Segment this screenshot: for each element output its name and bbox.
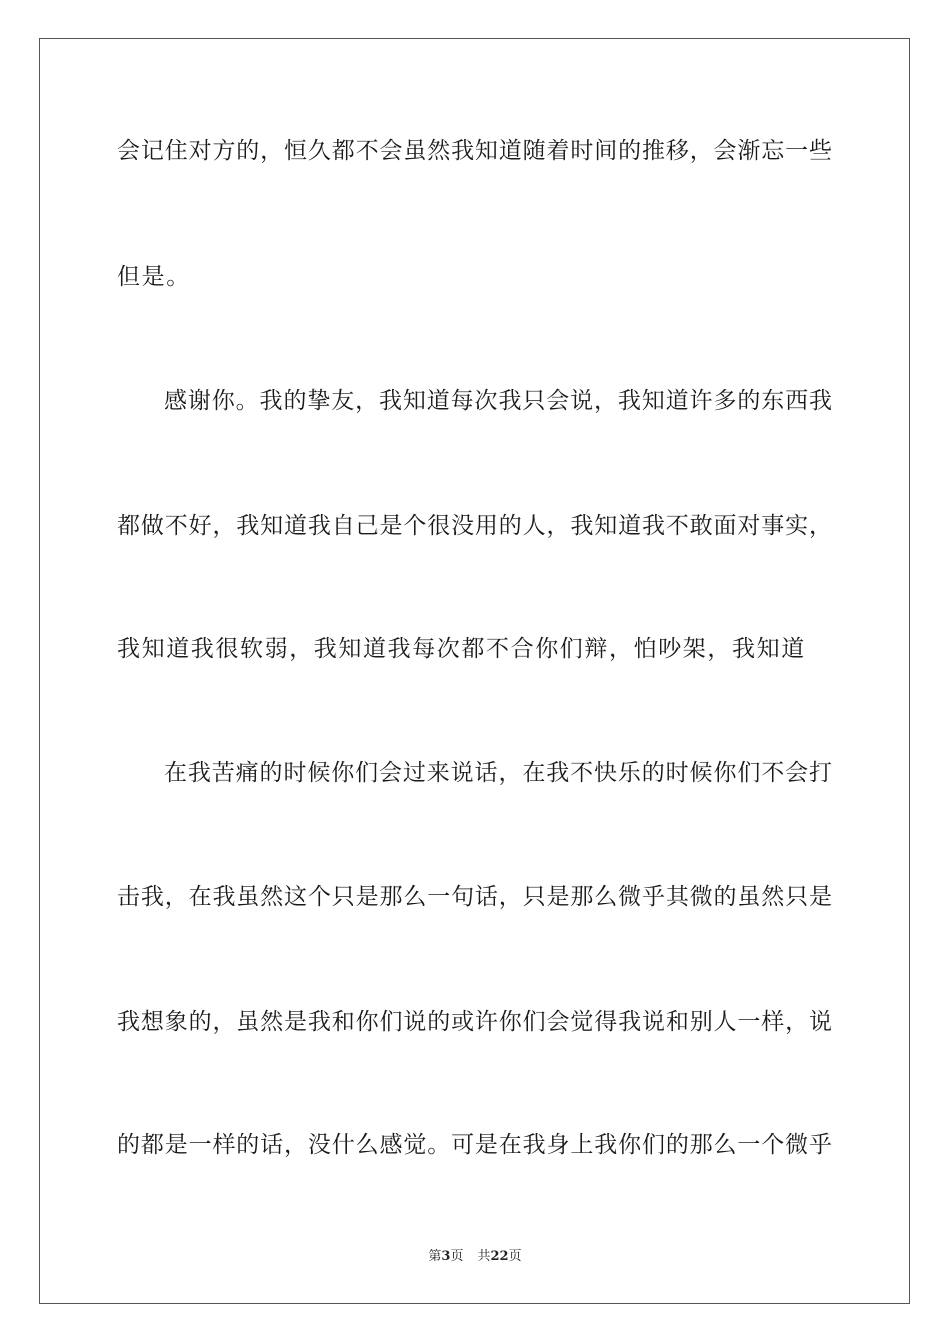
text-line-9: 的都是一样的话，没什么感觉。可是在我身上我你们的那么一个微乎 <box>117 1132 832 1158</box>
text-line-6: 在我苦痛的时候你们会过来说话，在我不快乐的时候你们不会打 <box>164 760 832 786</box>
page-prefix: 第 <box>428 1249 442 1264</box>
page-suffix: 页 <box>450 1249 464 1264</box>
page-footer <box>0 1248 950 1266</box>
text-line-3: 感谢你。我的挚友，我知道每次我只会说，我知道许多的东西我 <box>164 388 832 414</box>
text-line-1: 会记住对方的，恒久都不会虽然我知道随着时间的推移，会渐忘一些 <box>117 138 832 164</box>
text-line-8: 我想象的，虽然是我和你们说的或许你们会觉得我说和别人一样，说 <box>117 1009 832 1035</box>
total-suffix: 页 <box>508 1249 522 1264</box>
total-prefix: 共 <box>477 1249 491 1264</box>
page-border <box>39 38 910 1304</box>
page-current: 3 <box>441 1249 451 1264</box>
text-line-7: 击我，在我虽然这个只是那么一句话，只是那么微乎其微的虽然只是 <box>117 884 832 910</box>
text-line-5: 我知道我很软弱，我知道我每次都不合你们辩，怕吵架，我知道 <box>117 636 806 662</box>
text-line-2: 但是。 <box>117 264 191 290</box>
text-line-4: 都做不好，我知道我自己是个很没用的人，我知道我不敢面对事实， <box>117 513 832 539</box>
page-total: 22 <box>490 1249 509 1264</box>
